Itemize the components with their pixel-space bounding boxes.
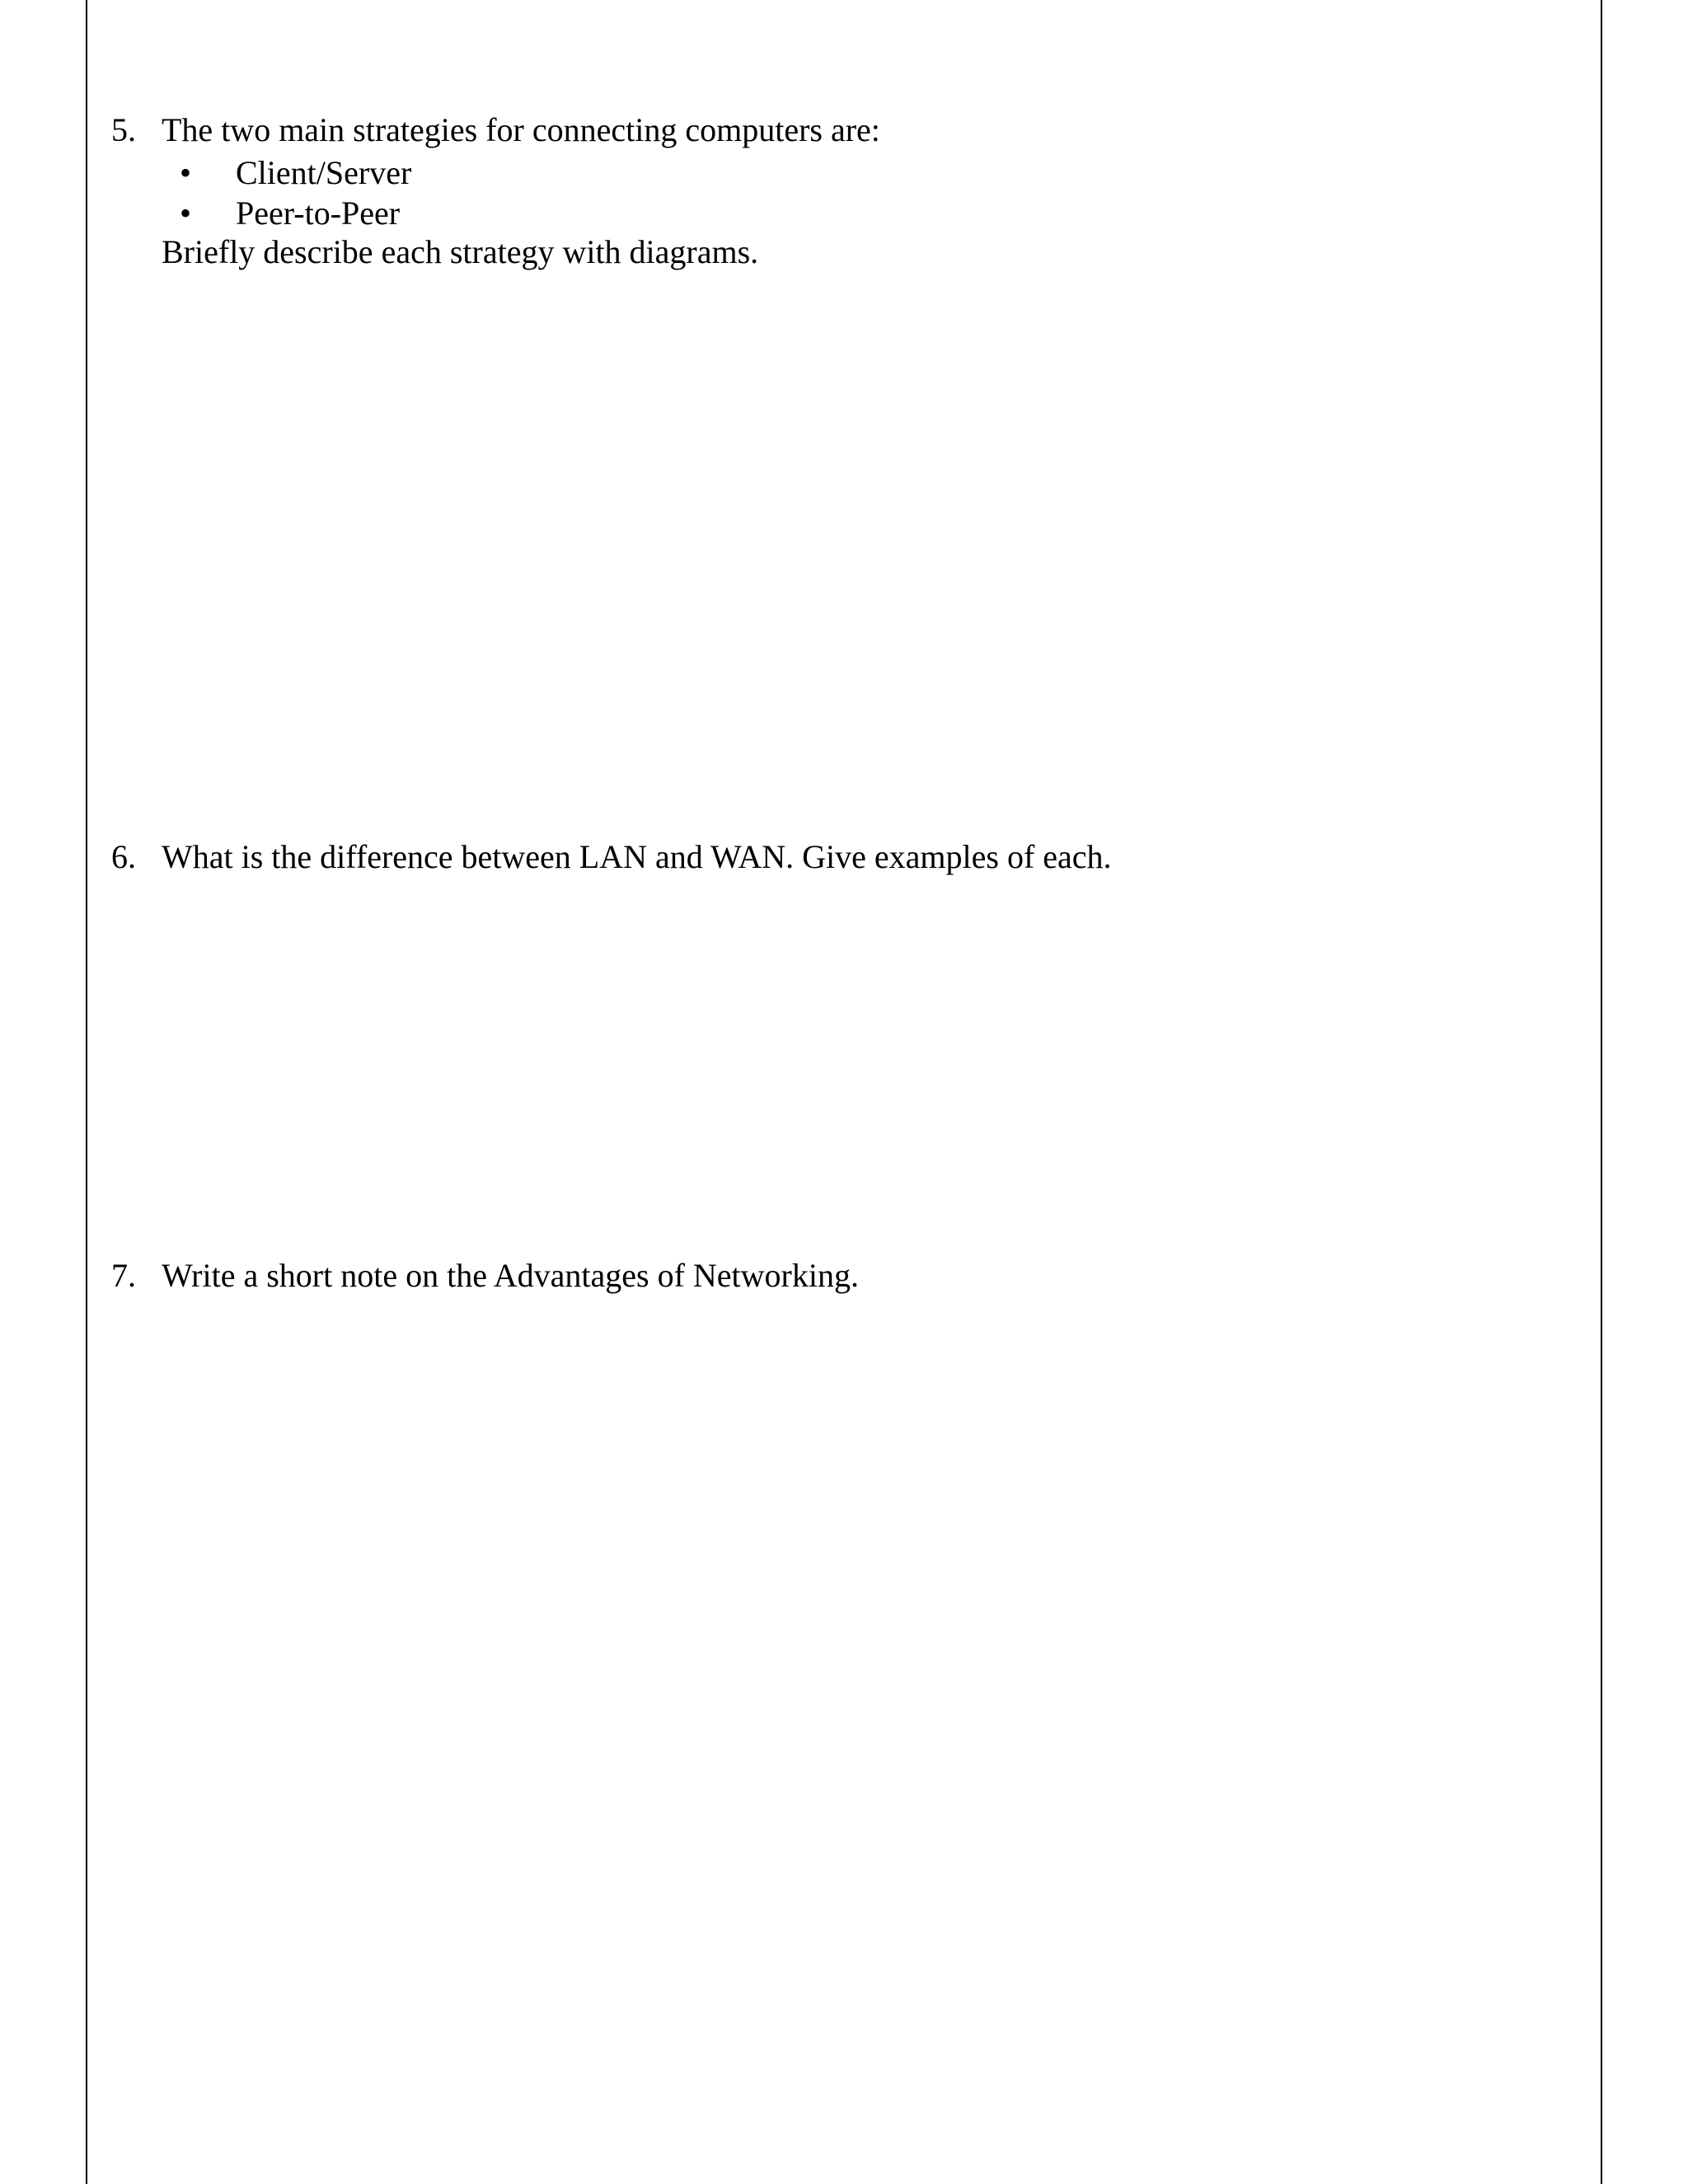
question-text: What is the difference between LAN and WAN. Give examples of each.	[162, 838, 1112, 875]
list-item-label: Peer-to-Peer	[236, 194, 401, 232]
bullet-icon: •	[180, 154, 192, 191]
list-item-label: Client/Server	[236, 154, 412, 191]
page-border	[86, 0, 1602, 2184]
question-number: 7.	[111, 1257, 136, 1294]
question-text: Write a short note on the Advantages of Networking.	[162, 1257, 859, 1294]
question-instruction: Briefly describe each strategy with diagrams.	[162, 233, 759, 270]
bullet-icon: •	[180, 194, 192, 232]
question-number: 6.	[111, 838, 136, 875]
question-number: 5.	[111, 111, 136, 148]
question-text: The two main strategies for connecting computers are:	[162, 111, 880, 148]
